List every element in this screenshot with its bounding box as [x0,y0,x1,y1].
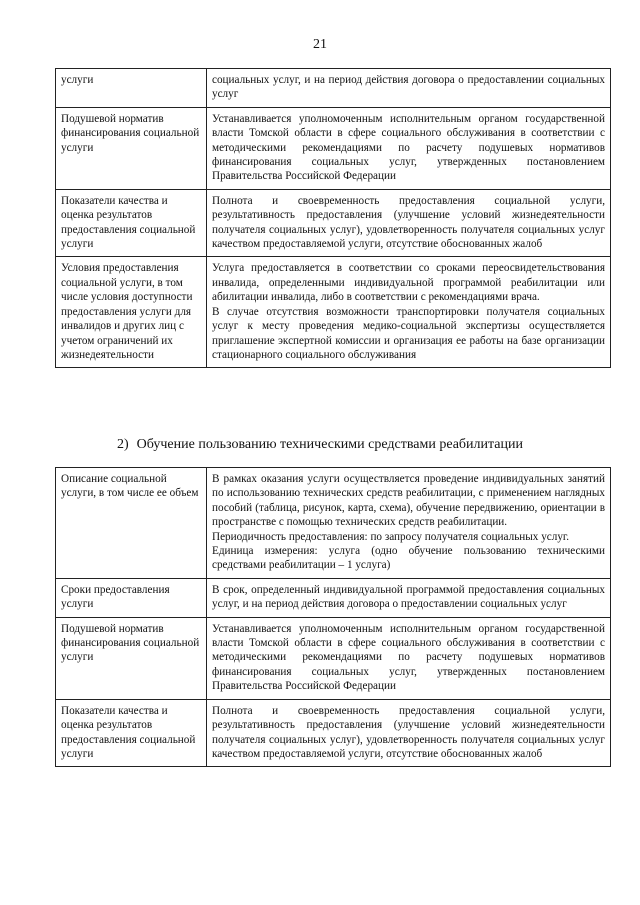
row-value [207,189,611,257]
row-paragraph: Периодичность предоставления: по запросу получателя социальных услуг. [212,530,570,543]
row-label: Показатели качества и оценка результатов предоставления социальной услуги [56,699,207,767]
row-paragraph: В срок, определенный индивидуальной программой предоставления социальных услуг, и на период действия договора о предоставлении социальных услуг [212,583,605,611]
row-label: услуги [56,69,207,108]
table-row [56,189,611,257]
row-paragraph: В рамках оказания услуги осуществляется проведение индивидуальных занятий по использованию технических средств реабилитации, с применением наглядных пособий (таблица, рисунок, карта, схема), обучение передвижению, ориентации в пространстве с помощью технических средств реабилитации. [212,473,605,529]
row-paragraph: В случае отсутствия возможности транспортировки получателя социальных услуг к месту проведения медико-социальной экспертизы осуществляется приглашение экспертной комиссии и организация ее работы на базе организации стационарного социального обслуживания [212,305,605,361]
row-value [207,69,611,108]
row-paragraph: социальных услуг, и на период действия договора о предоставлении социальных услуг [212,74,605,101]
row-label: Сроки предоставления услуги [56,578,207,617]
section-title: Обучение пользованию техническими средствами реабилитации [136,437,523,452]
service-table-training [55,467,611,767]
table-row [56,69,611,108]
row-label: Описание социальной услуги, в том числе ее объем [56,468,207,579]
row-value [207,257,611,368]
table-row [56,699,611,767]
row-label: Подушевой норматив финансирования социальной услуги [56,617,207,699]
row-paragraph: Услуга предоставляется в соответствии со сроками переосвидетельствования инвалида, определенными индивидуальной программой реабилитации или абилитации инвалида, либо в соответствии с рекомендациями врача. [212,262,605,304]
row-value [207,578,611,617]
section-heading [117,437,523,453]
row-label: Подушевой норматив финансирования социальной услуги [56,107,207,189]
page-number: 21 [313,37,327,52]
row-label: Условия предоставления социальной услуги, в том числе условия доступности предоставления услуги для инвалидов и других лиц с учетом ограничений их жизнедеятельности [56,257,207,368]
table-row [56,617,611,699]
row-paragraph: Полнота и своевременность предоставления социальной услуги, результативность предоставления (улучшение условий жизнедеятельности получателя социальных услуг), удовлетворенность получателя социальных услуг качеством предоставляемой услуги, отсутствие обоснованных жалоб [212,194,605,251]
row-label: Показатели качества и оценка результатов предоставления социальной услуги [56,189,207,257]
row-paragraph: Устанавливается уполномоченным исполнительным органом государственной власти Томской области в сфере социального обслуживания в соответствии с методическими рекомендациями по расчету подушевых нормативов финансирования социальных услуг, утвержденных постановлением Правительства Российской Федерации [212,112,605,183]
row-paragraph: Полнота и своевременность предоставления социальной услуги, результативность предоставления (улучшение условий жизнедеятельности получателя социальных услуг), удовлетворенность получателя социальных услуг качеством предоставляемой услуги, отсутствие обоснованных жалоб [212,704,605,760]
row-value [207,699,611,767]
table-row [56,578,611,617]
row-value [207,617,611,699]
table-row [56,107,611,189]
section-number: 2) [117,437,129,452]
row-paragraph: Единица измерения: услуга (одно обучение пользованию техническими средствами реабилитации – 1 услуга) [212,545,605,572]
service-table-continued [55,68,611,368]
row-value [207,107,611,189]
table-row [56,257,611,368]
table-row [56,468,611,579]
row-paragraph: Устанавливается уполномоченным исполнительным органом государственной власти Томской области в сфере социального обслуживания в соответствии с методическими рекомендациями по расчету подушевых нормативов финансирования социальных услуг, утвержденных постановлением Правительства Российской Федерации [212,622,605,693]
row-value [207,468,611,579]
